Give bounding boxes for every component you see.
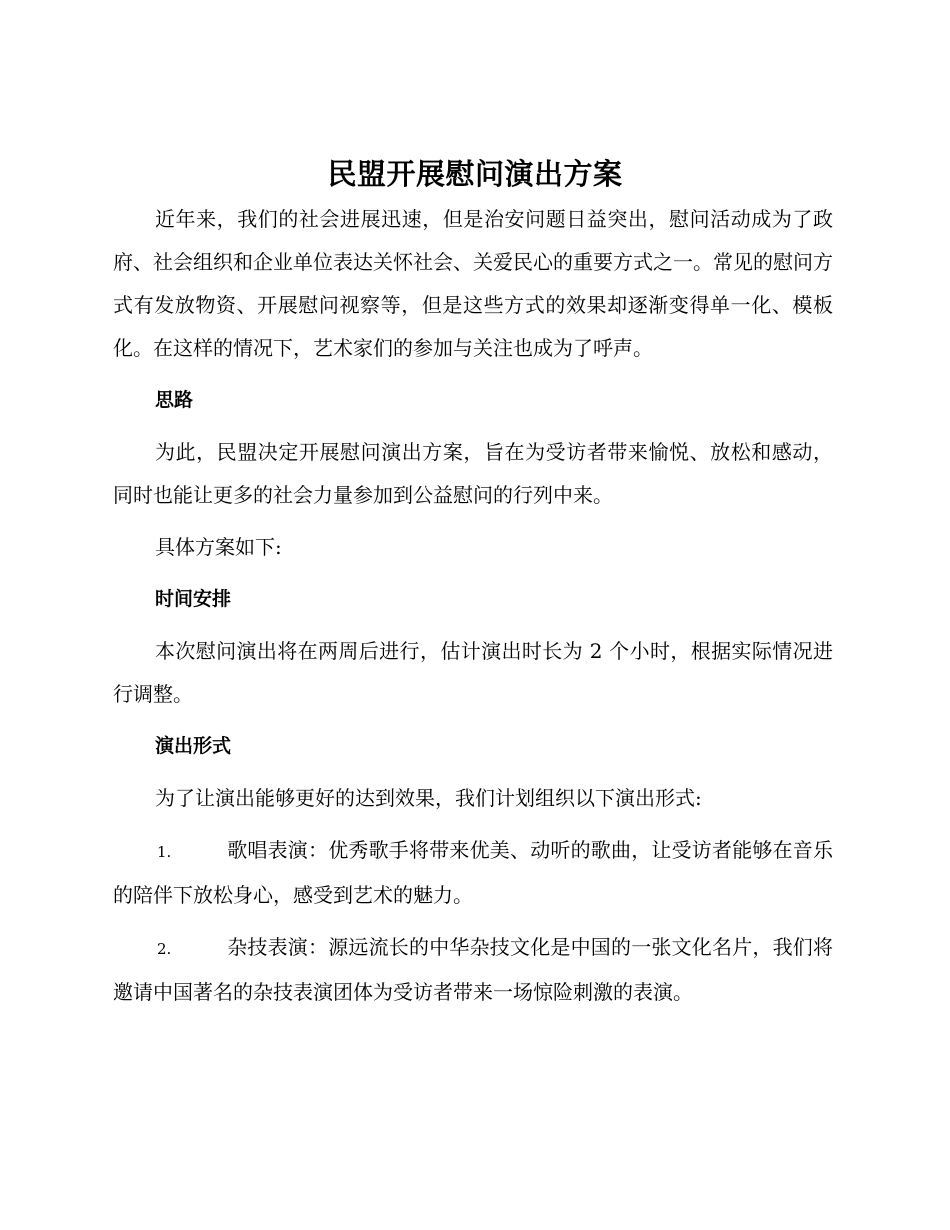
document-title: 民盟开展慰问演出方案 [327, 157, 623, 191]
list-item-number: 1. [157, 843, 172, 861]
intro-paragraph: 近年来，我们的社会进展迅速，但是治安问题日益突出，慰问活动成为了政府、社会组织和企业单位表达关怀社会、关爱民心的重要方式之一。常见的慰问方式有发放物资、开展慰问视察等，但是这些方式的效果却逐渐变得单一化、模板化。在这样的情况下，艺术家们的参加与关注也成为了呼声。 [113, 207, 833, 360]
heading-thinking: 思路 [155, 389, 194, 411]
heading-forms: 演出形式 [155, 735, 232, 757]
list-item [113, 926, 833, 1014]
forms-intro-paragraph: 为了让演出能够更好的达到效果，我们计划组织以下演出形式: [155, 786, 702, 810]
heading-schedule: 时间安排 [155, 588, 232, 610]
list-item-text: 杂技表演：源远流长的中华杂技文化是中国的一张文化名片，我们将邀请中国著名的杂技表演团体为受访者带来一场惊险刺激的表演。 [113, 935, 833, 1004]
list-item [113, 829, 833, 917]
list-item-number: 2. [157, 940, 172, 958]
thinking-paragraph: 为此，民盟决定开展慰问演出方案，旨在为受访者带来愉悦、放松和感动，同时也能让更多的社会力量参加到公益慰问的行列中来。 [113, 440, 833, 507]
schedule-paragraph: 本次慰问演出将在两周后进行，估计演出时长为 2 个小时，根据实际情况进行调整。 [113, 639, 833, 706]
list-item-text: 歌唱表演：优秀歌手将带来优美、动听的歌曲，让受访者能够在音乐的陪伴下放松身心，感受到艺术的魅力。 [113, 838, 833, 907]
document-body [113, 198, 833, 1023]
plan-intro-paragraph: 具体方案如下: [155, 535, 282, 559]
